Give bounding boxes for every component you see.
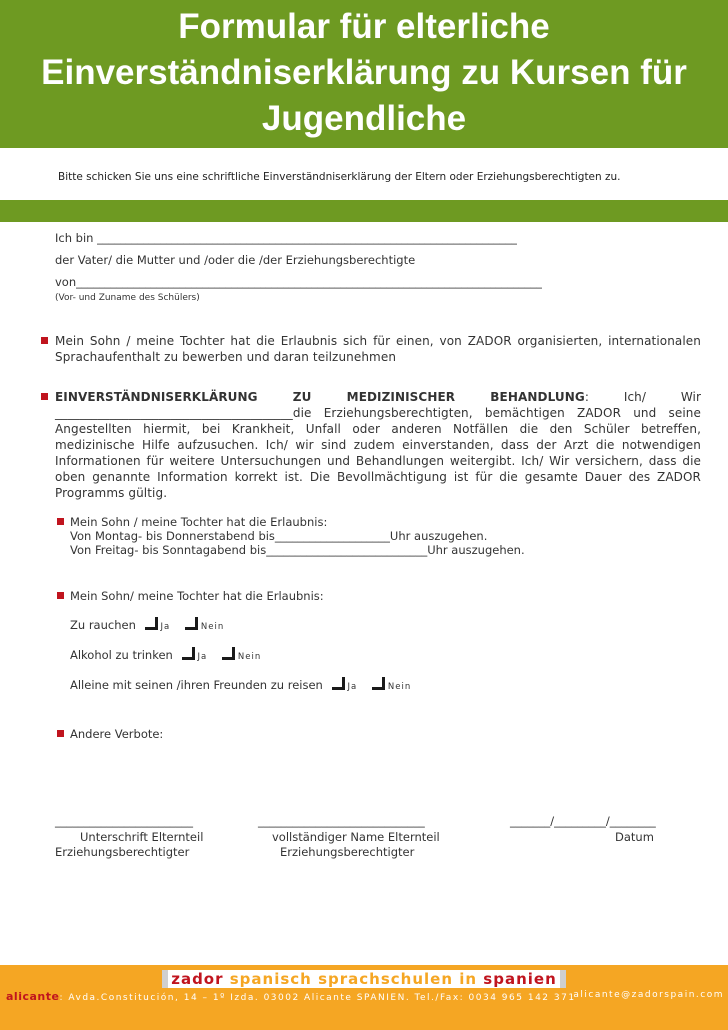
footer-address-text: : Avda.Constitución, 14 – 1º Izda. 03002 Alicante SPANIEN. Tel./Fax: 0034 965 142 371 (59, 993, 576, 1003)
allowed-smoking-label: Zu rauchen (70, 618, 136, 632)
name-line: _____________________________ (258, 814, 425, 828)
medical-paragraph (55, 389, 701, 501)
identity-line-role: der Vater/ die Mutter und /oder die /der Erziehungsberechtigte (55, 253, 416, 267)
footer-email[interactable]: alicante@zadorspain.com (573, 990, 724, 1000)
title-line-3: Jugendliche (261, 99, 467, 138)
date-line: _______/_________/________ (510, 814, 656, 828)
medical-text: : Ich/ Wir _______________________________________die Erziehungsberechtigten, bemächtigen ZADOR und seine Angestellten hiermit, bei Krankheit, Unfall oder anderen Notfällen die den Schüler betreffen, medizinische Hilfe aufzusuchen. Ich/ wir sind zudem einverstanden, dass der Arzt die notwendigen Informationen für weitere Untersuchungen und Behandlungen weitergibt. Ich/ Wir versichern, dass die oben genannte Information korrekt ist. Die Bevollmächtigung ist für die gesamte Dauer des ZADOR Programms gültig. (55, 390, 702, 500)
yes-label: Ja (197, 652, 208, 662)
allowed-alcohol-label: Alkohol zu trinken (70, 648, 173, 662)
identity-line-name: Ich bin _________________________________________________________________________ (55, 231, 517, 245)
name-label-2: Erziehungsberechtigter (280, 845, 415, 859)
footer-brand (0, 969, 728, 988)
travel-yes-checkbox[interactable] (332, 677, 345, 690)
allowed-alcohol-row (70, 647, 267, 665)
brand-zador: zador (171, 970, 224, 988)
divider-bar (0, 200, 728, 222)
bullet-icon (57, 592, 64, 599)
travel-no-checkbox[interactable] (372, 677, 385, 690)
allowed-smoking-row (70, 617, 230, 635)
alcohol-no-checkbox[interactable] (222, 647, 235, 660)
allowed-travel-row (70, 677, 417, 695)
smoking-yes-checkbox[interactable] (145, 617, 158, 630)
going-out-weekdays: Von Montag- bis Donnerstabend bis____________________Uhr auszugehen. (70, 529, 488, 543)
bullet-icon (57, 730, 64, 737)
title-line-1: Formular für elterliche (178, 7, 550, 46)
brand-box (162, 970, 566, 988)
brand-mid: spanisch sprachschulen in (229, 970, 478, 988)
other-prohibitions: Andere Verbote: (70, 727, 164, 741)
permission-stay-text: Mein Sohn / meine Tochter hat die Erlaubnis sich für einen, von ZADOR organisierten, internationalen Sprachaufenthalt zu bewerben und daran teilzunehmen (55, 334, 701, 364)
date-label: Datum (615, 830, 654, 844)
no-label: Nein (200, 622, 225, 632)
subtitle: Bitte schicken Sie uns eine schriftliche Einverständniserklärung der Eltern oder Erziehungsberechtigten zu. (58, 171, 621, 183)
name-label: vollständiger Name Elternteil (272, 830, 440, 844)
signature-label-2: Erziehungsberechtigter (55, 845, 190, 859)
going-out-weekend: Von Freitag- bis Sonntagabend bis____________________________Uhr auszugehen. (70, 543, 525, 557)
footer-city: alicante (6, 990, 60, 1003)
signature-line: ________________________ (55, 814, 193, 828)
no-label: Nein (387, 682, 412, 692)
identity-line-hint: (Vor- und Zuname des Schülers) (55, 293, 200, 303)
bullet-icon (41, 393, 48, 400)
signature-label: Unterschrift Elternteil (80, 830, 204, 844)
smoking-no-checkbox[interactable] (185, 617, 198, 630)
medical-heading: EINVERSTÄNDNISERKLÄRUNG ZU MEDIZINISCHER BEHANDLUNG (55, 390, 585, 404)
yes-label: Ja (160, 622, 171, 632)
going-out-intro: Mein Sohn / meine Tochter hat die Erlaubnis: (70, 515, 328, 529)
footer-address (6, 990, 724, 1003)
no-label: Nein (237, 652, 262, 662)
allowed-travel-label: Alleine mit seinen /ihren Freunden zu reisen (70, 678, 323, 692)
alcohol-yes-checkbox[interactable] (182, 647, 195, 660)
bullet-icon (41, 337, 48, 344)
header-banner (0, 0, 728, 148)
brand-spanien: spanien (483, 970, 557, 988)
yes-label: Ja (347, 682, 358, 692)
footer (0, 965, 728, 1030)
bullet-icon (57, 518, 64, 525)
allowed-intro: Mein Sohn/ meine Tochter hat die Erlaubnis: (70, 589, 324, 603)
page-title (0, 4, 728, 142)
title-line-2: Einverständniserklärung zu Kursen für (41, 53, 687, 92)
identity-line-student: von_________________________________________________________________________________ (55, 275, 542, 289)
